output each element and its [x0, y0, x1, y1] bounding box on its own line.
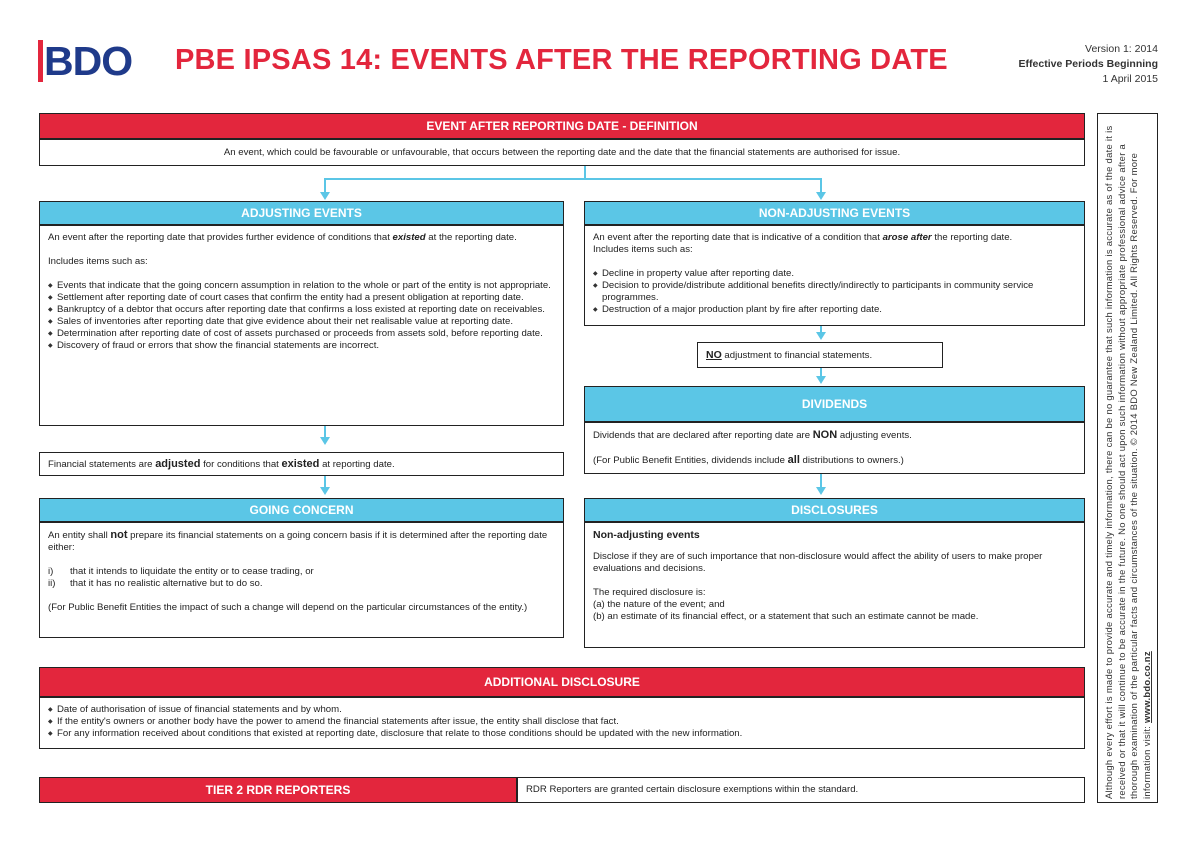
dividends-header: DIVIDENDS [584, 386, 1085, 422]
disclosures-body [584, 522, 1085, 648]
disclosures-header: DISCLOSURES [584, 498, 1085, 522]
adjusting-result [39, 452, 564, 476]
adjusting-result-text: at reporting date. [319, 459, 395, 470]
list-item [48, 578, 555, 590]
non-adjusting-result-emphasis: NO [706, 349, 722, 361]
item-number: ii) [48, 578, 56, 589]
adjusting-events-body [39, 225, 564, 426]
adjusting-intro-end: at the reporting date. [425, 232, 517, 243]
connector-line [820, 368, 822, 376]
arrow-down-icon [816, 487, 826, 495]
item-text: that it has no realistic alternative but to do so. [70, 578, 263, 589]
dividends-p1 [593, 429, 1076, 442]
non-adjusting-events-header: NON-ADJUSTING EVENTS [584, 201, 1085, 225]
non-adjusting-result [697, 342, 943, 368]
going-concern-note: (For Public Benefit Entities the impact of such a change will depend on the particular circumstances of the entity.) [48, 602, 528, 613]
adjusting-result-text: for conditions that [200, 459, 282, 470]
going-concern-text: prepare its financial statements on a going concern basis if it is determined after the reporting date either: [48, 530, 548, 553]
list-item: ◆ Decision to provide/distribute additional benefits directly/indirectly to participants in community service programmes. [593, 280, 1076, 304]
non-adjusting-list [593, 268, 1076, 316]
adjusting-intro [48, 232, 555, 244]
non-adjusting-intro-text: An event after the reporting date that is indicative of a condition that [593, 232, 883, 243]
page-title: PBE IPSAS 14: EVENTS AFTER THE REPORTING DATE [175, 44, 948, 76]
list-item: ◆ For any information received about conditions that existed at reporting date, disclosure that relate to those conditions should be updated with the new information. [48, 728, 1076, 740]
non-adjusting-includes: Includes items such as: [593, 244, 693, 255]
disclaimer-text-wrap [1103, 117, 1153, 799]
connector-line [324, 178, 821, 180]
additional-disclosure-body [39, 697, 1085, 749]
adjusting-intro-emphasis: existed [392, 232, 426, 243]
connector-line [820, 178, 822, 192]
going-concern-text: An entity shall [48, 530, 111, 541]
dividends-emphasis: NON [812, 429, 838, 441]
non-adjusting-events-body [584, 225, 1085, 326]
tier2-header: TIER 2 RDR REPORTERS [39, 777, 517, 803]
adjusting-intro-text: An event after the reporting date that provides further evidence of conditions that [48, 232, 393, 243]
item-number: i) [48, 566, 54, 577]
dividends-text: distributions to owners.) [799, 455, 904, 466]
going-concern-emphasis: not [110, 529, 128, 541]
dividends-p2 [593, 454, 1076, 467]
adjusting-list [48, 280, 555, 352]
dividends-emphasis: all [787, 454, 800, 466]
arrow-down-icon [320, 437, 330, 445]
list-item: ◆ Sales of inventories after reporting date that give evidence about their net realisable value at reporting date. [48, 316, 555, 328]
website-link[interactable]: www.bdo.co.nz [1140, 651, 1151, 723]
version-label: Version 1: 2014 [1085, 43, 1158, 55]
arrow-down-icon [816, 192, 826, 200]
going-concern-body [39, 522, 564, 638]
disclosures-a: (a) the nature of the event; and [593, 599, 725, 610]
arrow-down-icon [320, 192, 330, 200]
non-adjusting-intro-emphasis: arose after [882, 232, 932, 243]
going-concern-items [48, 566, 555, 590]
effective-label: Effective Periods Beginning [1018, 58, 1158, 70]
tier2-body: RDR Reporters are granted certain disclosure exemptions within the standard. [517, 777, 1085, 803]
non-adjusting-result-text: adjustment to financial statements. [721, 350, 873, 361]
adjusting-includes: Includes items such as: [48, 256, 148, 267]
list-item: ◆ If the entity's owners or another body have the power to amend the financial statements after issue, the entity shall disclose that fact. [48, 716, 1076, 728]
arrow-down-icon [320, 487, 330, 495]
going-concern-intro [48, 529, 555, 554]
version-info [1019, 42, 1158, 87]
dividends-text: adjusting events. [837, 430, 912, 441]
disclosures-subtitle: Non-adjusting events [593, 529, 700, 541]
additional-disclosure-header: ADDITIONAL DISCLOSURE [39, 667, 1085, 697]
arrow-down-icon [816, 376, 826, 384]
adjusting-result-emphasis: existed [281, 458, 320, 470]
connector-line [820, 474, 822, 487]
non-adjusting-intro-end: the reporting date. [931, 232, 1013, 243]
item-text: that it intends to liquidate the entity or to cease trading, or [70, 566, 314, 577]
disclosures-p2: The required disclosure is: [593, 587, 706, 598]
list-item: ◆ Destruction of a major production plant by fire after reporting date. [593, 304, 1076, 316]
list-item: ◆ Decline in property value after reporting date. [593, 268, 1076, 280]
list-item: ◆ Date of authorisation of issue of financial statements and by whom. [48, 704, 1076, 716]
list-item: ◆ Events that indicate that the going concern assumption in relation to the whole or part of the entity is not appropriate. [48, 280, 555, 292]
logo-text: BDO [44, 38, 133, 84]
dividends-text: Dividends that are declared after reporting date are [593, 430, 813, 441]
disclaimer-text: Although every effort is made to provide accurate and timely information, there can be no guarantee that such information is accurate as of the date it is received or that it will continue to be accurate in the future. No one should act upon such information without appropriate professional advice after a thorough examination of the particular facts and circumstances of the situation. © 2014 BDO New Zealand Limited. All Rights Reserved. For more information visit: [1102, 125, 1151, 799]
bdo-logo [38, 40, 148, 84]
dividends-text: (For Public Benefit Entities, dividends include [593, 455, 788, 466]
going-concern-header: GOING CONCERN [39, 498, 564, 522]
list-item: ◆ Settlement after reporting date of court cases that confirm the entity had a present obligation at reporting date. [48, 292, 555, 304]
list-item [48, 566, 555, 578]
adjusting-result-emphasis: adjusted [155, 458, 201, 470]
disclosures-p1: Disclose if they are of such importance that non-disclosure would affect the ability of users to make proper evaluations and decisions. [593, 551, 1043, 574]
connector-line [324, 178, 326, 192]
additional-list [48, 704, 1076, 740]
definition-header: EVENT AFTER REPORTING DATE - DEFINITION [39, 113, 1085, 139]
list-item: ◆ Determination after reporting date of cost of assets purchased or proceeds from assets sold, before reporting date. [48, 328, 555, 340]
adjusting-events-header: ADJUSTING EVENTS [39, 201, 564, 225]
definition-body: An event, which could be favourable or unfavourable, that occurs between the reporting date and the date that the financial statements are authorised for issue. [39, 139, 1085, 166]
list-item: ◆ Bankruptcy of a debtor that occurs after reporting date that confirms a loss existed at reporting date on receivables. [48, 304, 555, 316]
non-adjusting-intro [593, 232, 1076, 244]
list-item: ◆ Discovery of fraud or errors that show the financial statements are incorrect. [48, 340, 555, 352]
disclaimer-box [1097, 113, 1158, 803]
disclosures-b: (b) an estimate of its financial effect, or a statement that such an estimate cannot be made. [593, 611, 979, 622]
adjusting-result-text: Financial statements are [48, 459, 156, 470]
dividends-body [584, 422, 1085, 474]
arrow-down-icon [816, 332, 826, 340]
effective-date: 1 April 2015 [1102, 73, 1158, 85]
